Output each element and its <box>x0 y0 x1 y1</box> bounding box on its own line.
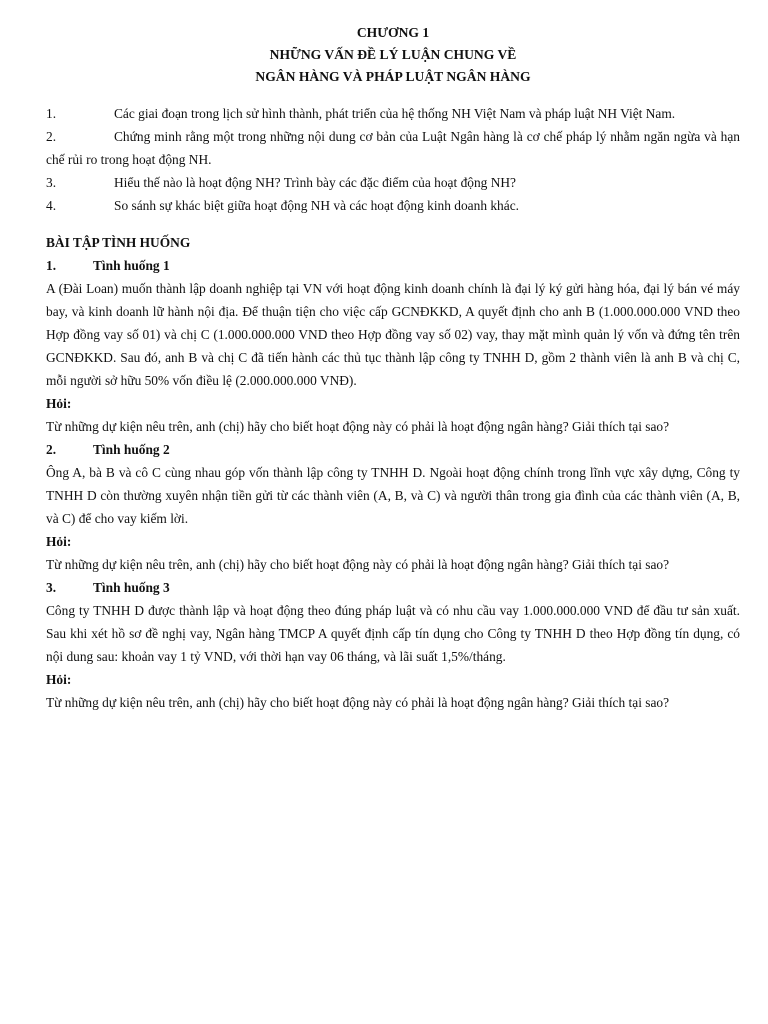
question-item <box>46 194 740 217</box>
question-label: Hỏi: <box>46 534 72 549</box>
chapter-number: CHƯƠNG 1 <box>356 25 430 40</box>
question-number: 2. <box>46 129 57 144</box>
case-heading <box>46 576 740 599</box>
review-questions-list <box>46 102 740 217</box>
chapter-title <box>46 22 740 88</box>
question-number: 3. <box>46 175 57 190</box>
case-1 <box>46 254 740 438</box>
case-question: Từ những dự kiện nêu trên, anh (chị) hãy cho biết hoạt động này có phải là hoạt động ngân hàng? Giải thích tại sao? <box>46 419 670 434</box>
case-3 <box>46 576 740 714</box>
question-item <box>46 125 740 171</box>
question-item <box>46 171 740 194</box>
question-number: 1. <box>46 106 57 121</box>
section-heading: BÀI TẬP TÌNH HUỐNG <box>46 235 191 250</box>
question-text: Chứng minh rằng một trong những nội dung cơ bản của Luật Ngân hàng là cơ chế pháp lý nhằm ngăn ngừa và hạn chế rủi ro trong hoạt động NH. <box>46 129 740 167</box>
case-question: Từ những dự kiện nêu trên, anh (chị) hãy cho biết hoạt động này có phải là hoạt động ngân hàng? Giải thích tại sao? <box>46 695 670 710</box>
question-text: Hiểu thế nào là hoạt động NH? Trình bày các đặc điểm của hoạt động NH? <box>114 175 516 190</box>
case-question: Từ những dự kiện nêu trên, anh (chị) hãy cho biết hoạt động này có phải là hoạt động ngân hàng? Giải thích tại sao? <box>46 557 670 572</box>
question-number: 4. <box>46 198 57 213</box>
case-heading <box>46 254 740 277</box>
question-text: So sánh sự khác biệt giữa hoạt động NH và các hoạt động kinh doanh khác. <box>114 198 519 213</box>
case-title: Tình huống 2 <box>93 442 170 457</box>
case-body: Công ty TNHH D được thành lập và hoạt động theo đúng pháp luật và có nhu cầu vay 1.000.000.000 VND để đầu tư sản xuất. Sau khi xét hồ sơ đề nghị vay, Ngân hàng TMCP A quyết định cấp tín dụng cho Công ty TNHH D theo Hợp đồng tín dụng, có nội dung sau: khoản vay 1 tỷ VND, với thời hạn vay 06 tháng, và lãi suất 1,5%/tháng. <box>46 603 740 664</box>
case-body: A (Đài Loan) muốn thành lập doanh nghiệp tại VN với hoạt động kinh doanh chính là đại lý ký gửi hàng hóa, đại lý bán vé máy bay, và kinh doanh lữ hành nội địa. Để thuận tiện cho việc cấp GCNĐKKD, A quyết định cho anh B (1.000.000.000 VND theo Hợp đồng vay số 01) và chị C (1.000.000.000 VND theo Hợp đồng vay số 02) vay, thay mặt mình quản lý vốn và đứng tên trên GCNĐKKD. Sau đó, anh B và chị C đã tiến hành các thủ tục thành lập công ty TNHH D, gồm 2 thành viên là anh B và chị C, mỗi người sở hữu 50% vốn điều lệ (2.000.000.000 VNĐ). <box>46 281 740 388</box>
question-text: Các giai đoạn trong lịch sử hình thành, phát triển của hệ thống NH Việt Nam và pháp luật NH Việt Nam. <box>114 106 676 121</box>
case-2 <box>46 438 740 576</box>
question-label: Hỏi: <box>46 672 72 687</box>
case-number: 2. <box>46 442 57 457</box>
case-heading <box>46 438 740 461</box>
case-number: 3. <box>46 580 57 595</box>
question-label: Hỏi: <box>46 396 72 411</box>
case-title: Tình huống 3 <box>93 580 170 595</box>
case-number: 1. <box>46 258 57 273</box>
document-page <box>46 22 740 714</box>
chapter-title-line-1: NHỮNG VẤN ĐỀ LÝ LUẬN CHUNG VỀ <box>269 47 517 62</box>
chapter-title-line-2: NGÂN HÀNG VÀ PHÁP LUẬT NGÂN HÀNG <box>255 69 531 84</box>
case-body: Ông A, bà B và cô C cùng nhau góp vốn thành lập công ty TNHH D. Ngoài hoạt động chính trong lĩnh vực xây dựng, Công ty TNHH D còn thường xuyên nhận tiền gửi từ các thành viên (A, B, và C) và người thân trong gia đình của các thành viên (A, B, và C) để cho vay kiếm lời. <box>46 465 740 526</box>
case-title: Tình huống 1 <box>93 258 170 273</box>
question-item <box>46 102 740 125</box>
